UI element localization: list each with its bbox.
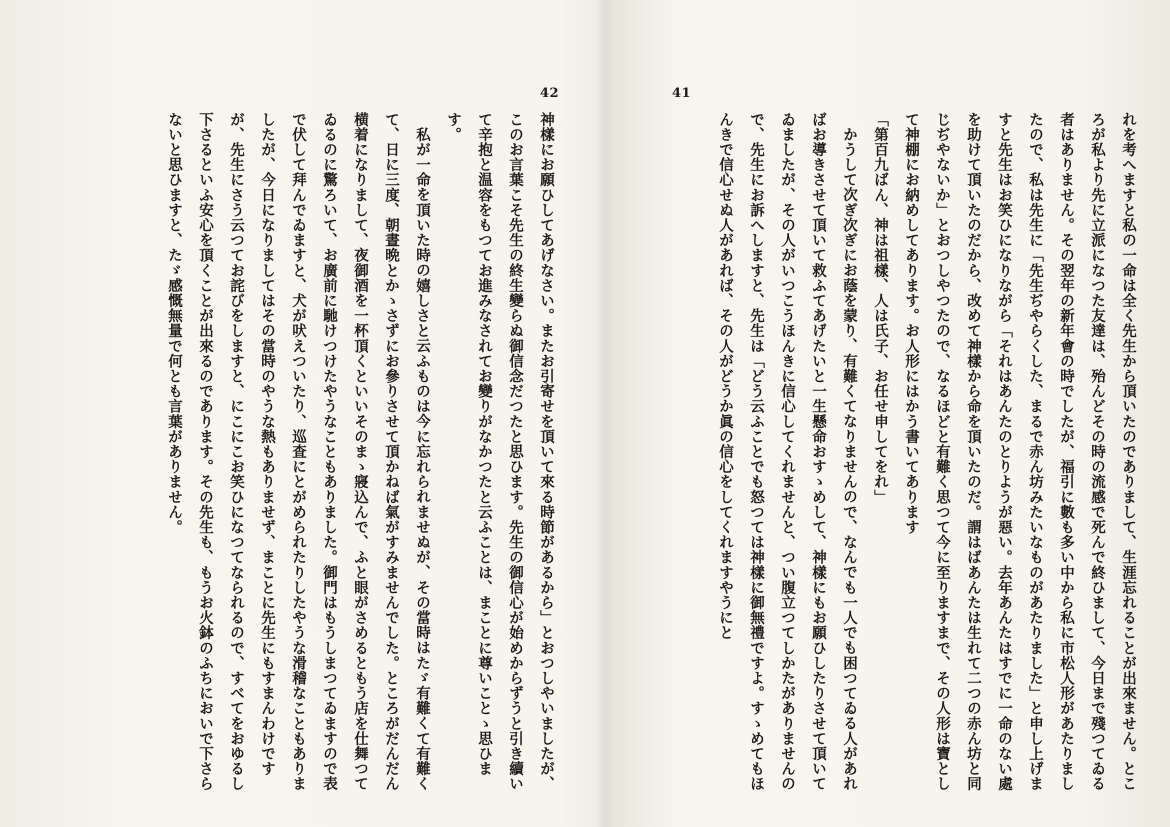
right-page-text (650, 112, 1144, 796)
left-paragraph-1: 神樣にお願ひしてあげなさい。またお引寄せを頂いて來る時節があるから」とおつしやいましたが、このお言葉こそ先生の終生變らぬ御信念だつたと思ひます。先生の御信心が始めからずうと引き續いて辛抱と温容をもつてお進みなされてお變りがなかつたと云ふことは、まことに尊いことゝ思ひます。 (445, 112, 555, 792)
right-quote: 「第百九ばん、神は祖樣、人は氏子、お任せ申してをれ」 (872, 112, 889, 505)
left-paragraph-2: 私が一命を頂いた時の嬉しさと云ふものは今に忘れられませぬが、その當時はたゞ有難くて有難くて、日に三度、朝晝晩とかゝさずにお參りさせて頂かねば氣がすみませんでした。ところがだんだん横着になりまして、夜御酒を一杯頂くといいそのまゝ寢込んで、ふと眼がさめるともう店を仕舞つてゐるのに驚ろいて、お廣前に馳けつけたやうなこともありました。御門はもうしまつてゐますので表で伏して拜んでゐますと、犬が吠えついたり、巡査にとがめられたりしたやうな滑稽なこともありましたが、今日になりましてはその當時のやうな熱もありませず、まことに先生にもすまんわけですが、先生にさう云つてお詫びをしますと、にこにこお笑ひになつてなられるので、すべてをおゆるし下さるといふ安心を頂くことが出來るのであります。その先生も、もうお火鉢のふちにおいで下さらないと思ひますと、たゞ感慨無量で何とも言葉がありません。 (166, 112, 431, 792)
page-number-left: 42 (540, 86, 560, 101)
right-paragraph-1: れを考へますと私の一命は全く先生から頂いたのでありまして、生涯忘れることが出來ません。ところが私より先に立派になつた友達は、殆んどその時の流感で死んで終ひまして、今日まで殘つてゐる者はありません。その翌年の新年會の時でしたが、福引に數も多い中から私に市松人形があたりましたので、私は先生に「先生ぢやらくした、まるで赤ん坊みたいなものがあたりました」と申し上げますと先生はお笑ひになりながら「それはあんたのとりようが惡い。去年あんたはすでに一命のない處を助けて頂いたのだから、改めて神樣から命を頂いたのだ。謂はばあんたは生れて二つの赤ん坊と同じぢやないか」とおつしやつたので、なるほどと有難く思つて今に至りますまで、その人形は寶として神棚にお納めしてあります。お人形にはかう書いてあります (903, 112, 1137, 792)
right-paragraph-2: かうして次ぎ次ぎにお蔭を蒙り、有難くてなりませんので、なんでも一人でも困つてゐる人があればお導きさせて頂いて救ふてあげたいと一生懸命おすゝめして、神樣にもお願ひしたりさせて頂いてゐましたが、その人がいつこうほんきに信心してくれませんと、つい腹立つてしかたがありませんので、先生にお訴へしますと、先生は「どう云ふことでも怒つては神樣に御無禮ですよ。すゝめてもほんきで信心せぬ人があれば、その人がどうか眞の信心をしてくれますやうにと (717, 112, 858, 792)
page-number-right: 41 (672, 86, 692, 101)
left-page-text (120, 112, 562, 796)
book-gutter (596, 0, 614, 827)
